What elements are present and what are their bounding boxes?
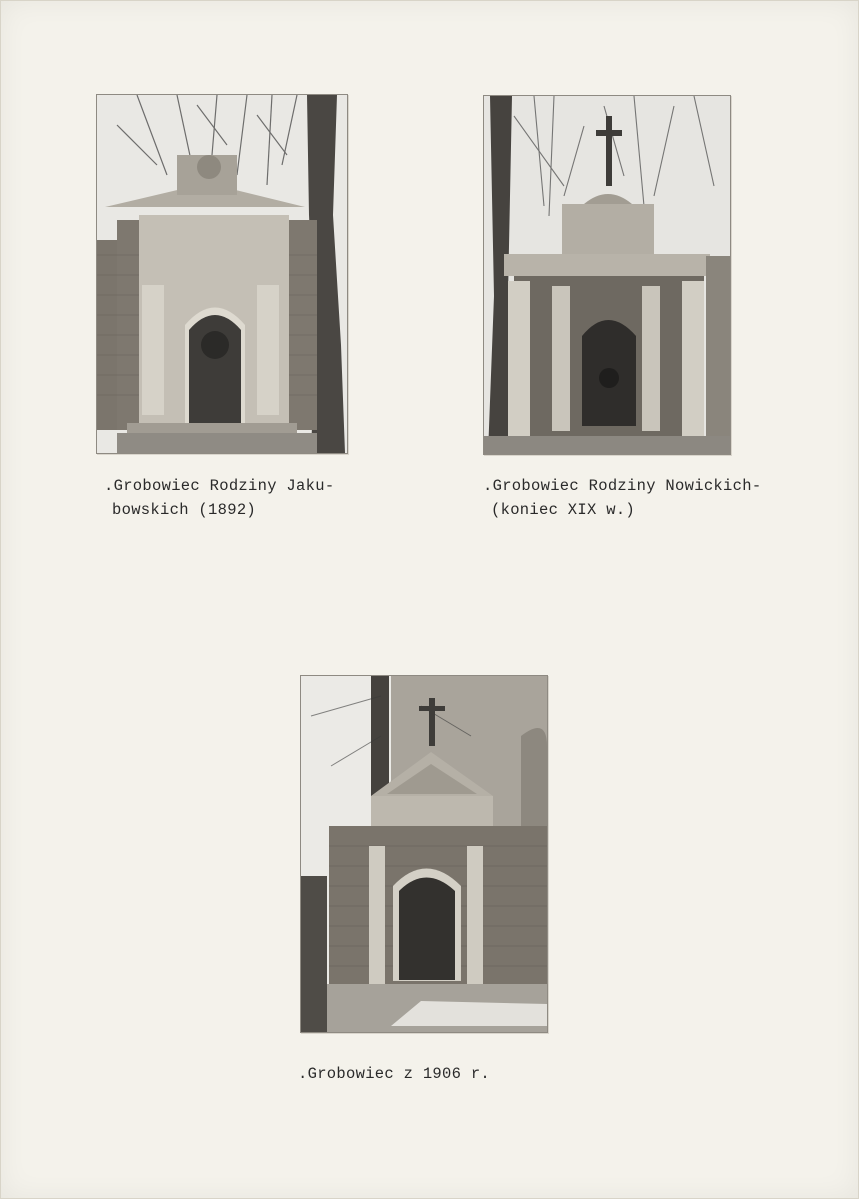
caption-1906 [298, 1062, 490, 1086]
caption-nowicki [483, 474, 761, 522]
tomb-photo-jakubowski [96, 94, 348, 454]
caption-line-1: .Grobowiec Rodziny Nowickich- [483, 477, 762, 495]
caption-line-1: .Grobowiec Rodziny Jaku- [104, 477, 335, 495]
caption-line-2: bowskich (1892) [112, 501, 257, 519]
tomb-photo-1906 [300, 675, 548, 1033]
caption-line-1: .Grobowiec z 1906 r. [298, 1065, 491, 1083]
caption-line-2: (koniec XIX w.) [491, 501, 636, 519]
tomb-photo-nowicki [483, 95, 731, 455]
caption-jakubowski [104, 474, 334, 522]
